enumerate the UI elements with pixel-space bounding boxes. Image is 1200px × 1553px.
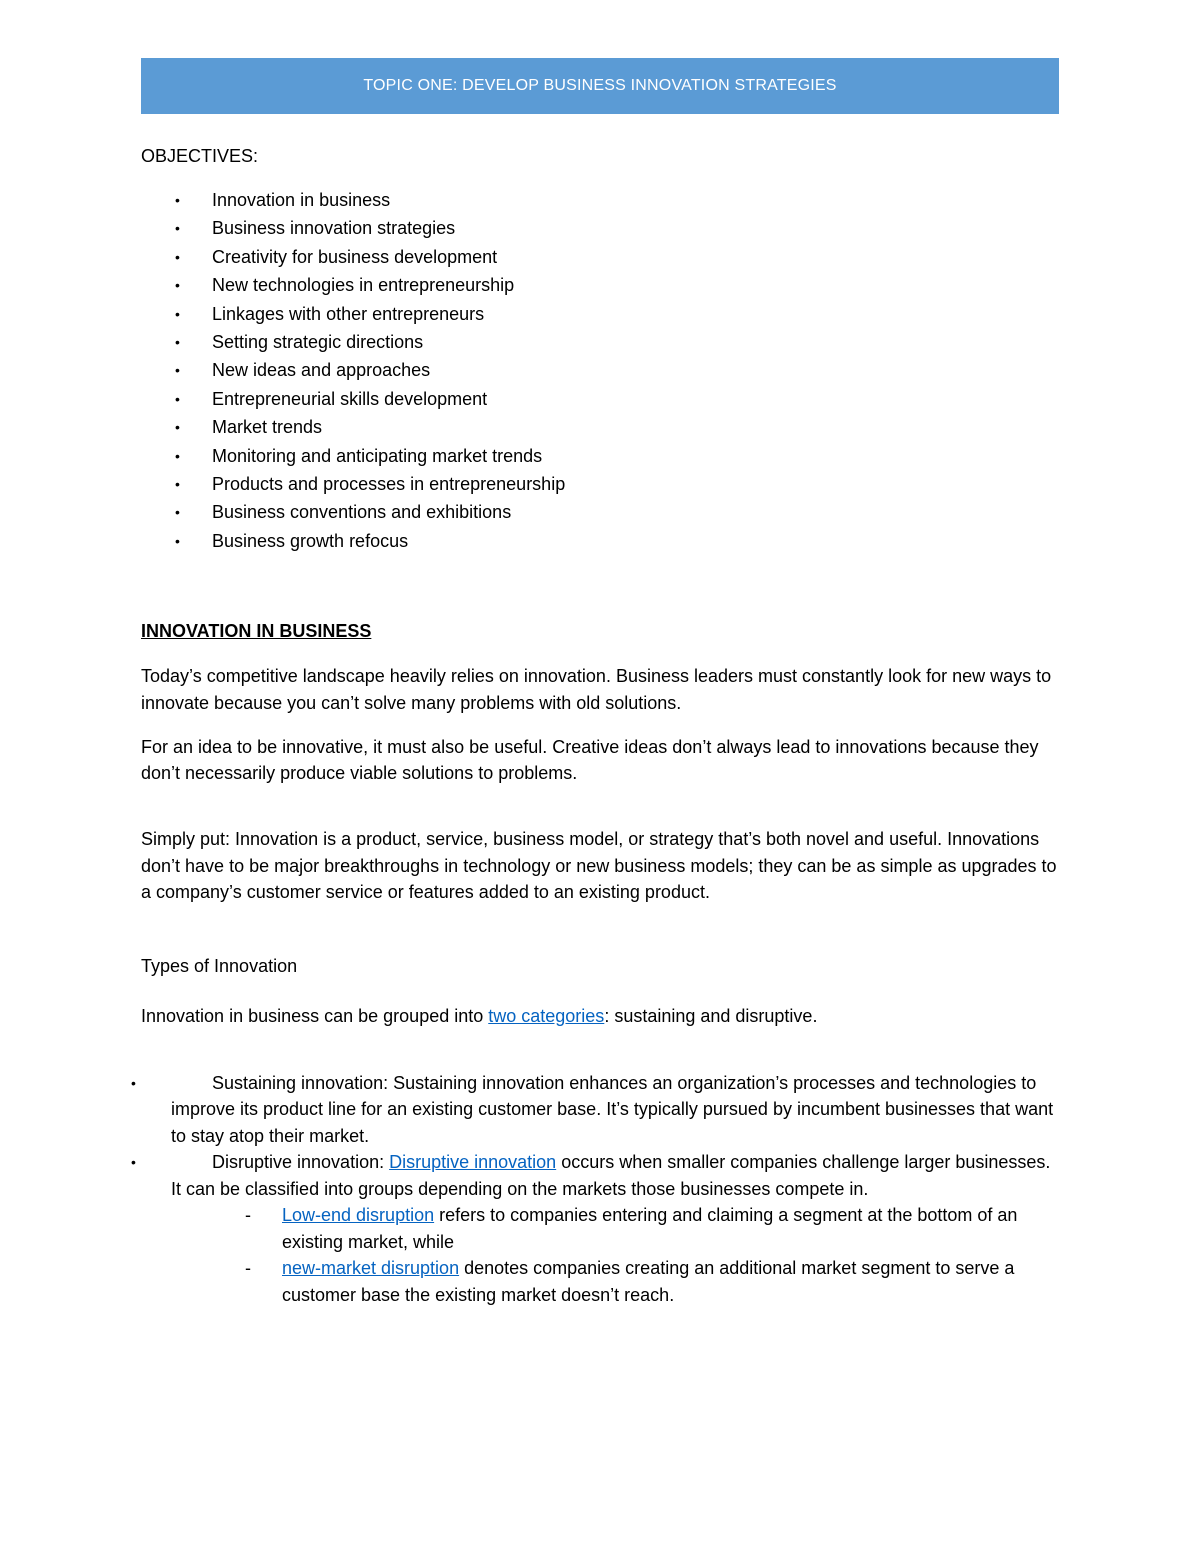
new-market-disruption-link[interactable]: new-market disruption bbox=[282, 1258, 460, 1279]
bullet-icon: • bbox=[175, 333, 180, 350]
bullet-icon: • bbox=[175, 305, 180, 322]
bullet-icon: • bbox=[175, 504, 180, 521]
list-item: • Entrepreneurial skills development bbox=[141, 385, 1059, 413]
objectives-list bbox=[141, 186, 1059, 555]
list-item: • Business conventions and exhibitions bbox=[141, 498, 1059, 526]
innovation-in-business-heading: INNOVATION IN BUSINESS bbox=[141, 621, 372, 642]
objectives-heading: OBJECTIVES: bbox=[141, 146, 259, 166]
list-item: • New technologies in entrepreneurship bbox=[141, 271, 1059, 299]
dash-icon: - bbox=[245, 1258, 251, 1279]
dash-icon: - bbox=[245, 1205, 251, 1226]
list-item: • Business innovation strategies bbox=[141, 214, 1059, 242]
list-item-new-market: - new-market disruption denotes companies creating an additional market segment to serve a customer base the existing market doesn’t reach. bbox=[141, 1255, 1059, 1308]
list-item: • Market trends bbox=[141, 413, 1059, 441]
list-item: • Linkages with other entrepreneurs bbox=[141, 300, 1059, 328]
list-item: • Setting strategic directions bbox=[141, 328, 1059, 356]
low-end-disruption-link[interactable]: Low-end disruption bbox=[282, 1205, 435, 1226]
list-item-low-end: - Low-end disruption refers to companies entering and claiming a segment at the bottom of an existing market, while bbox=[141, 1202, 1059, 1255]
bullet-icon: • bbox=[175, 419, 180, 436]
intro-paragraph: Today’s competitive landscape heavily relies on innovation. Business leaders must constantly look for new ways to innovate because you can’t solve many problems with old solutions. bbox=[141, 666, 1052, 714]
topic-header-banner bbox=[141, 58, 1059, 114]
bullet-icon: • bbox=[175, 475, 180, 492]
bullet-icon: • bbox=[175, 248, 180, 265]
list-item: • Creativity for business development bbox=[141, 243, 1059, 271]
definition-paragraph: Simply put: Innovation is a product, service, business model, or strategy that’s both novel and useful. Innovations don’t have to be major breakthroughs in technology or new business models; they can be as simple as upgrades to a company’s customer service or features added to an existing product. bbox=[141, 829, 1057, 903]
bullet-icon: • bbox=[131, 1074, 136, 1091]
disruption-types-sublist bbox=[141, 1202, 1059, 1308]
bullet-icon: • bbox=[175, 277, 180, 294]
list-item: • New ideas and approaches bbox=[141, 356, 1059, 384]
document-page bbox=[131, 58, 1059, 1308]
bullet-icon: • bbox=[175, 447, 180, 464]
list-item-disruptive: • Disruptive innovation: Disruptive innovation occurs when smaller companies challenge larger businesses. It can be classified into groups depending on the markets those businesses compete in. bbox=[141, 1149, 1059, 1202]
bullet-icon: • bbox=[131, 1154, 136, 1171]
bullet-icon: • bbox=[175, 532, 180, 549]
bullet-icon: • bbox=[175, 390, 180, 407]
disruptive-innovation-link[interactable]: Disruptive innovation bbox=[389, 1152, 557, 1173]
useful-idea-paragraph: For an idea to be innovative, it must also be useful. Creative ideas don’t always lead to innovations because they don’t necessarily produce viable solutions to problems. bbox=[141, 737, 1039, 783]
categories-paragraph: Innovation in business can be grouped into two categories: sustaining and disruptive. bbox=[141, 1005, 818, 1026]
list-item: • Business growth refocus bbox=[141, 527, 1059, 555]
innovation-types-list bbox=[131, 1070, 1059, 1203]
two-categories-link[interactable]: two categories bbox=[488, 1005, 605, 1026]
list-item: • Monitoring and anticipating market trends bbox=[141, 442, 1059, 470]
list-item-sustaining: • Sustaining innovation: Sustaining innovation enhances an organization’s processes and technologies to improve its product line for an existing customer base. It’s typically pursued by incumbent businesses that want to stay atop their market. bbox=[141, 1070, 1059, 1150]
list-item: • Products and processes in entrepreneurship bbox=[141, 470, 1059, 498]
bullet-icon: • bbox=[175, 192, 180, 208]
bullet-icon: • bbox=[175, 220, 180, 237]
list-item: • Innovation in business bbox=[141, 186, 1059, 214]
types-of-innovation-heading: Types of Innovation bbox=[141, 955, 298, 976]
bullet-icon: • bbox=[175, 362, 180, 379]
topic-title: TOPIC ONE: DEVELOP BUSINESS INNOVATION STRATEGIES bbox=[363, 77, 837, 94]
